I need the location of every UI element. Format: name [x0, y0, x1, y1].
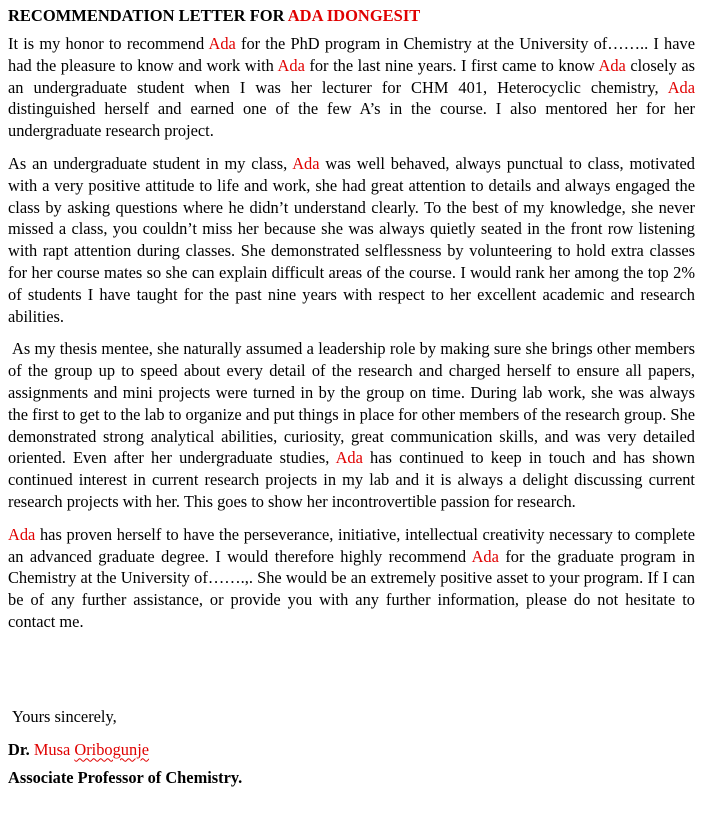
paragraph-introduction — [8, 33, 695, 142]
closing-salutation: Yours sincerely, — [12, 706, 117, 726]
paragraph-text: As an undergraduate student in my class, — [8, 153, 293, 173]
paragraph-text: closely as an undergraduate student when I was her lecturer for CHM 401, Heterocyclic chemistry, — [8, 55, 695, 97]
signature-name — [8, 739, 695, 761]
highlighted-name: Ada — [292, 153, 320, 173]
paragraph-text: was well behaved, always punctual to class, motivated with a very positive attitude to life and work, she had great attention to details and always engaged the class by asking questions where he didn’t understand clearly. To the best of my knowledge, she never missed a class, you couldn’t miss her because she was always quietly seated in the front row listening with rapt attention during classes. She demonstrated selflessness by volunteering to hold extra classes for her course mates so she can explain difficult areas of the course. I would rank her among the top 2% of students I have taught for the past nine years with respect to her excellent academic and research abilities. — [8, 153, 695, 326]
signature-title: Dr. — [8, 739, 30, 759]
highlighted-name: Ada — [8, 524, 36, 544]
letter-title — [8, 5, 695, 27]
paragraph-conclusion — [8, 524, 695, 633]
paragraph-text: It is my honor to recommend — [8, 34, 209, 53]
title-prefix: RECOMMENDATION LETTER FOR — [8, 6, 288, 25]
highlighted-name: Ada — [335, 448, 363, 468]
signature-spacer — [8, 644, 695, 706]
highlighted-name: Ada — [598, 55, 626, 75]
signature-first-name: Musa — [33, 739, 71, 759]
paragraph-text: for the last nine years. I first came to know — [304, 55, 599, 75]
paragraph-classroom — [8, 153, 695, 327]
title-candidate-name: ADA IDONGESIT — [287, 6, 421, 25]
paragraph-text: distinguished herself and earned one of the few A’s in the course. I also mentored her for her undergraduate research project. — [8, 99, 695, 141]
signature-last-name: Oribogunje — [74, 739, 150, 759]
paragraph-text: for the graduate program in Chemistry at the University of…….,. She would be an extremely positive asset to your program. If I can be of any further assistance, or provide you with any further information, please do not hesitate to contact me. — [8, 546, 695, 631]
highlighted-name: Ada — [277, 55, 305, 75]
paragraph-thesis-mentee — [8, 338, 695, 512]
paragraph-text: has proven herself to have the perseverance, initiative, intellectual creativity necessary to complete an advanced graduate degree. I would therefore highly recommend — [8, 524, 695, 566]
paragraph-text: As my thesis mentee, she naturally assumed a leadership role by making sure she brings other members of the group up to speed about every detail of the research and charged herself to ensure all papers, assignments and mini projects were turned in by the group on time. During lab work, she was always the first to get to the lab to organize and put things in place for other members of the research group. She demonstrated strong analytical abilities, curiosity, great communication skills, and was very detailed oriented. Even after her undergraduate studies, — [8, 339, 695, 468]
paragraph-text: for the PhD program in Chemistry at the University of…….. I have had the pleasure to know and work with — [8, 34, 695, 75]
highlighted-name: Ada — [667, 77, 695, 97]
highlighted-name: Ada — [208, 34, 236, 53]
signature-role: Associate Professor of Chemistry. — [8, 768, 243, 788]
paragraph-text: has continued to keep in touch and has shown continued interest in current research projects in my lab and it is always a delight discussing current research projects with her. This goes to show her incontrovertible passion for research. — [8, 448, 696, 511]
highlighted-name: Ada — [471, 546, 499, 566]
